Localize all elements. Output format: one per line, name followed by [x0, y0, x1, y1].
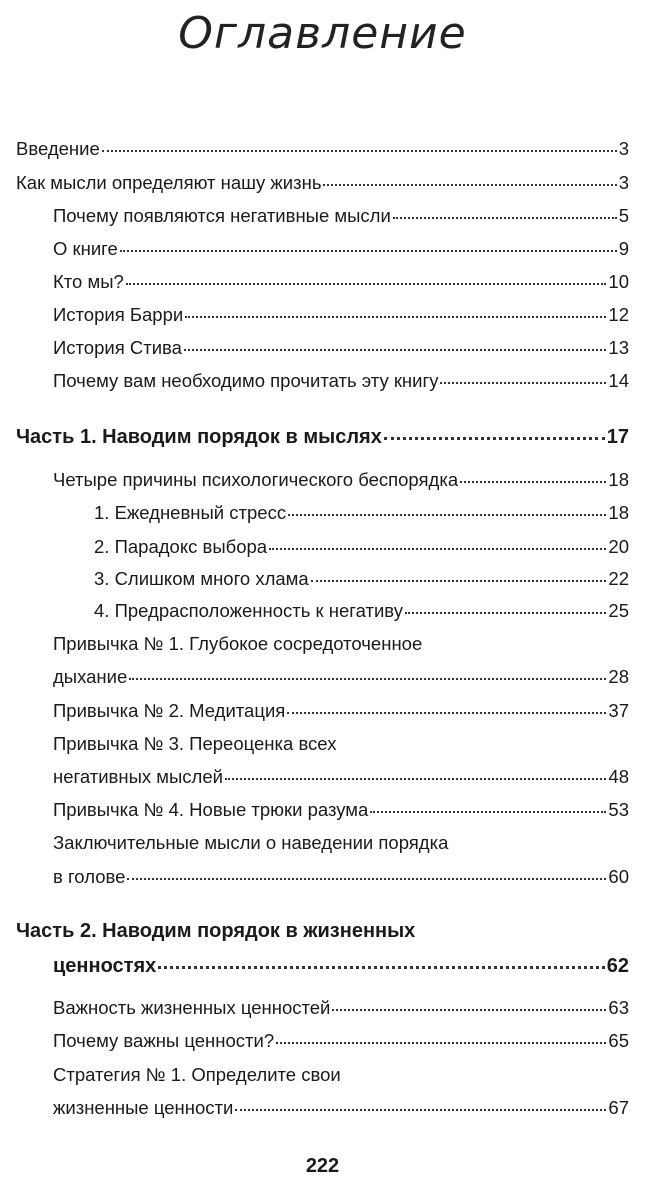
toc-entry[interactable] — [53, 368, 629, 394]
page-title: Оглавление — [178, 8, 467, 59]
toc-entry-label: Кто мы? — [53, 271, 124, 292]
toc-entry-page: 17 — [606, 426, 629, 448]
dot-leader — [235, 1109, 606, 1111]
toc-entry-label: Важность жизненных ценностей — [53, 997, 331, 1018]
toc-entry-label: 4. Предрасположенность к негативу — [94, 600, 403, 621]
toc-entry-page: 67 — [608, 1097, 629, 1118]
toc-entry-label: История Барри — [53, 304, 184, 325]
toc-entry-label: Почему вам необходимо прочитать эту книгу — [53, 370, 439, 391]
toc-entry-page: 9 — [618, 238, 629, 259]
dot-leader — [129, 678, 606, 680]
toc-entry-page: 60 — [608, 866, 629, 887]
toc-entry-label: Введение — [16, 138, 100, 159]
toc-entry-page: 22 — [608, 568, 629, 589]
toc-entry-label-line2: жизненные ценности — [53, 1097, 234, 1118]
toc-entry-page: 28 — [608, 666, 629, 687]
toc-entry-page: 65 — [608, 1030, 629, 1051]
dot-leader — [323, 184, 616, 186]
dot-leader — [269, 548, 606, 550]
dot-leader — [405, 612, 606, 614]
toc-entry[interactable] — [53, 698, 629, 724]
dot-leader — [102, 150, 617, 152]
dot-leader — [393, 217, 617, 219]
toc-entry[interactable] — [53, 764, 629, 790]
dot-leader — [288, 514, 606, 516]
dot-leader — [440, 382, 606, 384]
toc-entry-label: 3. Слишком много хлама — [94, 568, 309, 589]
toc-entry-page: 10 — [608, 271, 629, 292]
toc-entry-page: 13 — [608, 337, 629, 358]
dot-leader — [126, 283, 607, 285]
toc-entry-label-line1[interactable]: Заключительные мысли о наведении порядка — [53, 832, 449, 853]
toc-entry[interactable] — [53, 1095, 629, 1121]
toc-entry-label: Четыре причины психологического беспорядка — [53, 469, 459, 490]
toc-entry-page: 18 — [608, 502, 629, 523]
toc-entry[interactable] — [16, 136, 629, 162]
toc-entry-label: Почему появляются негативные мысли — [53, 205, 391, 226]
toc-entry[interactable] — [53, 467, 629, 493]
dot-leader — [311, 580, 607, 582]
dot-leader — [332, 1009, 606, 1011]
toc-entry-page: 48 — [608, 766, 629, 787]
toc-entry-label-line1[interactable]: Привычка № 3. Переоценка всех — [53, 733, 337, 754]
toc-entry-label: История Стива — [53, 337, 182, 358]
toc-entry[interactable] — [53, 864, 629, 890]
toc-entry-label-line2: дыхание — [53, 666, 128, 687]
toc-entry-page: 62 — [606, 955, 629, 977]
toc-entry-label: Привычка № 2. Медитация — [53, 700, 286, 721]
toc-entry-label: О книге — [53, 238, 118, 259]
toc-entry-label-line2: ценностях — [53, 955, 157, 977]
toc-entry-label-line2: негативных мыслей — [53, 766, 223, 787]
dot-leader — [460, 481, 606, 483]
dot-leader — [276, 1042, 606, 1044]
toc-entry-page: 53 — [608, 799, 629, 820]
toc-entry[interactable] — [53, 335, 629, 361]
toc-entry-page: 25 — [608, 600, 629, 621]
toc-entry-page: 20 — [608, 536, 629, 557]
toc-entry-page: 3 — [618, 172, 629, 193]
toc-entry-label: 2. Парадокс выбора — [94, 536, 268, 557]
toc-entry-label: Привычка № 4. Новые трюки разума — [53, 799, 369, 820]
page-number: 222 — [305, 1155, 340, 1177]
dot-leader — [370, 811, 606, 813]
toc-entry-label: 1. Ежедневный стресс — [94, 502, 287, 523]
dot-leader — [184, 349, 606, 351]
toc-entry-label-line2: в голове — [53, 866, 126, 887]
toc-entry-page: 5 — [618, 205, 629, 226]
toc-part-label-line1[interactable]: Часть 2. Наводим порядок в жизненных — [16, 920, 416, 942]
toc-entry[interactable] — [94, 500, 629, 526]
toc-entry-page: 63 — [608, 997, 629, 1018]
toc-entry[interactable] — [94, 534, 629, 560]
toc-entry[interactable] — [53, 236, 629, 262]
toc-entry-page: 14 — [608, 370, 629, 391]
dot-leader — [384, 437, 605, 440]
toc-entry[interactable] — [53, 269, 629, 295]
toc-entry[interactable] — [53, 664, 629, 690]
toc-entry-label: Почему важны ценности? — [53, 1030, 275, 1051]
toc-entry[interactable] — [53, 203, 629, 229]
dot-leader — [287, 712, 606, 714]
toc-part-entry[interactable] — [53, 953, 629, 979]
dot-leader — [225, 778, 606, 780]
dot-leader — [120, 250, 617, 252]
toc-entry-label-line1[interactable]: Стратегия № 1. Определите свои — [53, 1064, 341, 1085]
toc-entry-page: 3 — [618, 138, 629, 159]
dot-leader — [127, 878, 606, 880]
toc-entry-label: Как мысли определяют нашу жизнь — [16, 172, 322, 193]
toc-entry[interactable] — [53, 995, 629, 1021]
toc-entry-label-line1[interactable]: Привычка № 1. Глубокое сосредоточенное — [53, 633, 423, 654]
toc-entry[interactable] — [94, 566, 629, 592]
toc-entry-label: Часть 1. Наводим порядок в мыслях — [16, 426, 382, 448]
dot-leader — [185, 316, 606, 318]
toc-entry[interactable] — [16, 170, 629, 196]
toc-entry-page: 18 — [608, 469, 629, 490]
toc-entry-page: 37 — [608, 700, 629, 721]
toc-entry[interactable] — [53, 1028, 629, 1054]
toc-entry[interactable] — [53, 302, 629, 328]
toc-part-entry[interactable] — [16, 424, 629, 450]
toc-entry[interactable] — [53, 797, 629, 823]
toc-entry-page: 12 — [608, 304, 629, 325]
toc-entry[interactable] — [94, 598, 629, 624]
dot-leader — [158, 966, 605, 969]
